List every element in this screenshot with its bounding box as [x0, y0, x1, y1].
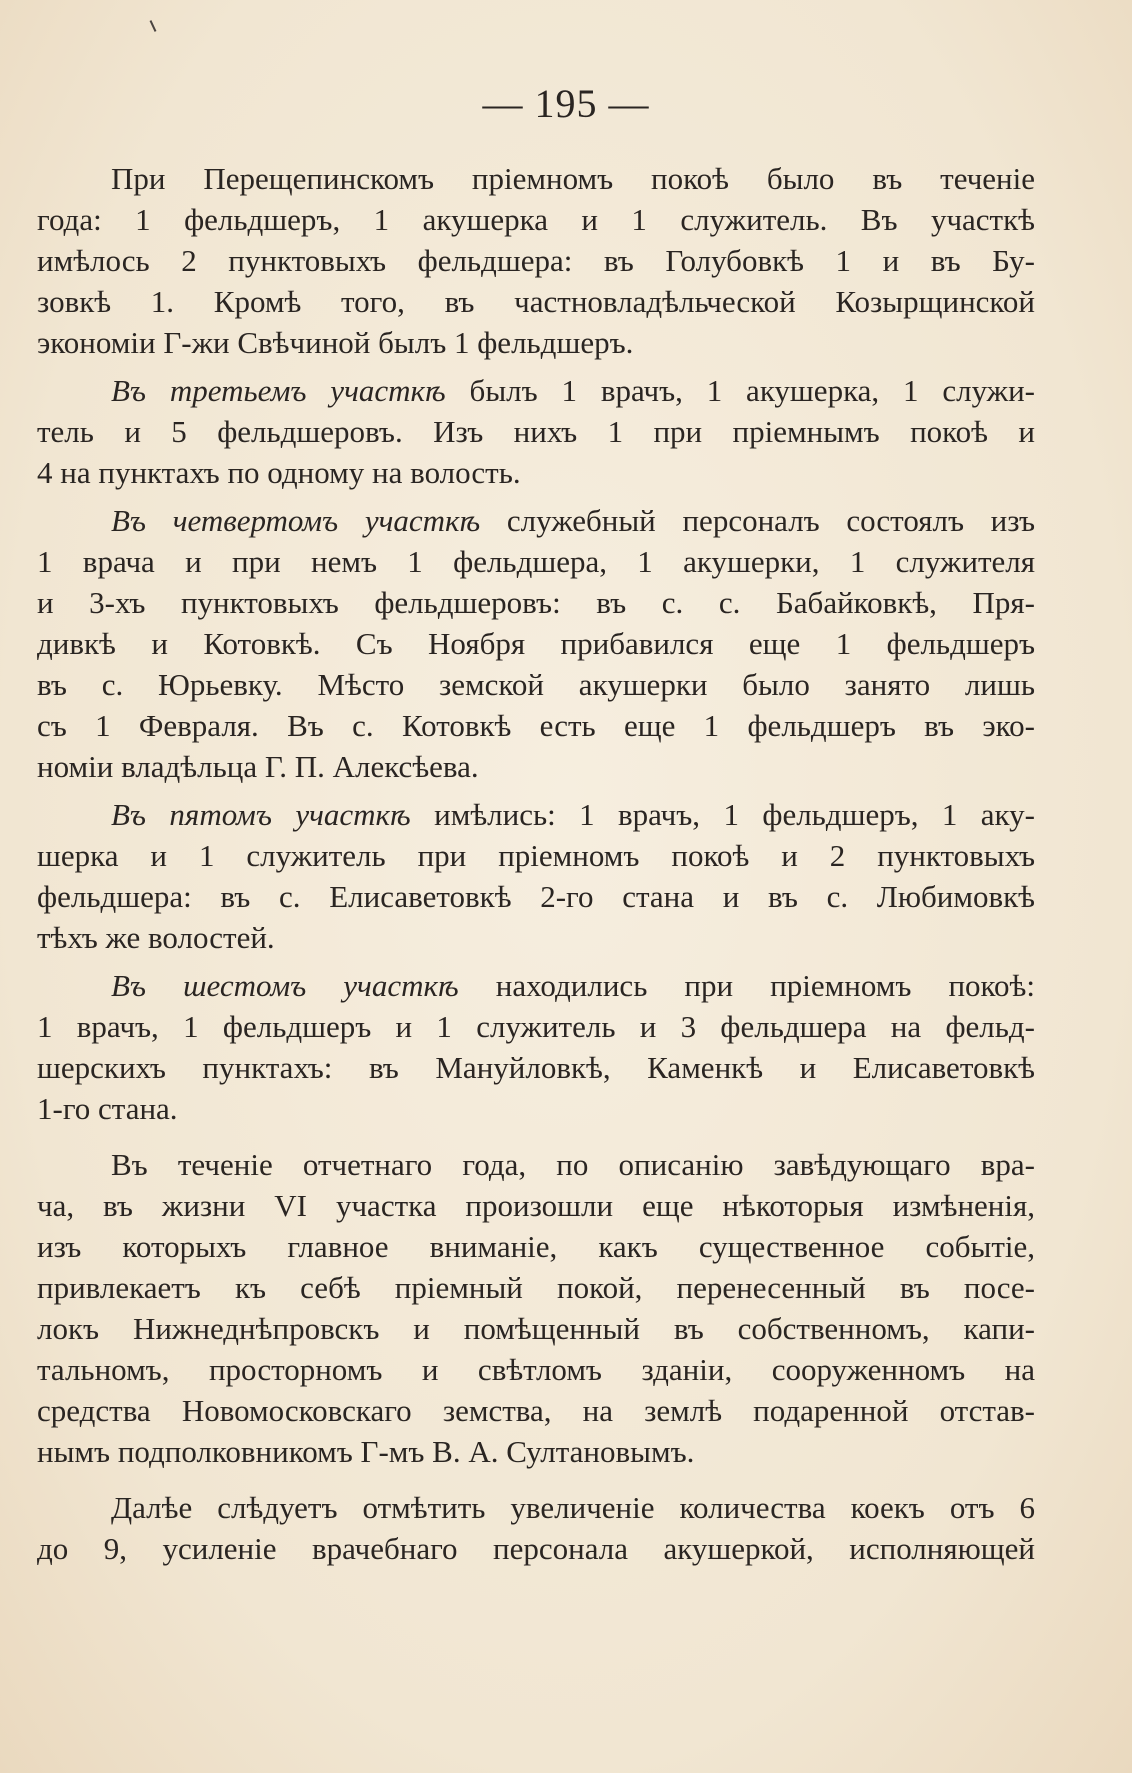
- text-line: Въ шестомъ участкѣ находились при пріемномъ покоѣ:: [111, 968, 1035, 1003]
- text-line: шерскихъ пунктахъ: въ Мануйловкѣ, Каменкѣ и Елисаветовкѣ: [37, 1050, 1035, 1085]
- page-body: [37, 158, 1035, 1569]
- text-line: Въ пятомъ участкѣ имѣлись: 1 врачъ, 1 фельдшеръ, 1 аку-: [111, 797, 1035, 832]
- text-line: и 3-хъ пунктовыхъ фельдшеровъ: въ с. с. Бабайковкѣ, Пря-: [37, 585, 1035, 620]
- text-line: года: 1 фельдшеръ, 1 акушерка и 1 служитель. Въ участкѣ: [37, 202, 1035, 237]
- text-line: 1 врача и при немъ 1 фельдшера, 1 акушерки, 1 служителя: [37, 544, 1035, 579]
- text-line: При Перещепинскомъ пріемномъ покоѣ было въ теченіе: [111, 161, 1035, 196]
- paragraph: [37, 1144, 1035, 1472]
- text-line: экономіи Г-жи Свѣчиной былъ 1 фельдшеръ.: [37, 325, 634, 360]
- text-line: имѣлось 2 пунктовыхъ фельдшера: въ Голубовкѣ 1 и въ Бу-: [37, 243, 1035, 278]
- paragraph: [37, 500, 1035, 787]
- section-lead: Въ четвертомъ участкѣ: [111, 503, 481, 538]
- text-line: съ 1 Февраля. Въ с. Котовкѣ есть еще 1 фельдшеръ въ эко-: [37, 708, 1035, 743]
- text-line: 1 врачъ, 1 фельдшеръ и 1 служитель и 3 фельдшера на фельд-: [37, 1009, 1035, 1044]
- text-line: ча, въ жизни VI участка произошли еще нѣкоторыя измѣненія,: [37, 1188, 1035, 1223]
- text-line: локъ Нижнеднѣпровскъ и помѣщенный въ собственномъ, капи-: [37, 1311, 1035, 1346]
- text-line: въ с. Юрьевку. Мѣсто земской акушерки было занято лишь: [37, 667, 1035, 702]
- text-line: привлекаетъ къ себѣ пріемный покой, перенесенный въ посе-: [37, 1270, 1035, 1305]
- paragraph: [37, 1487, 1035, 1569]
- section-lead: Въ пятомъ участкѣ: [111, 797, 411, 832]
- text-line: средства Новомосковскаго земства, на землѣ подаренной отстав-: [37, 1393, 1035, 1428]
- text-line: Въ третьемъ участкѣ былъ 1 врачъ, 1 акушерка, 1 служи-: [111, 373, 1035, 408]
- text-line: тальномъ, просторномъ и свѣтломъ зданіи, сооруженномъ на: [37, 1352, 1035, 1387]
- text-line: шерка и 1 служитель при пріемномъ покоѣ и 2 пунктовыхъ: [37, 838, 1035, 873]
- page-number: — 195 —: [482, 81, 650, 126]
- paragraph: [37, 965, 1035, 1129]
- text-line: номіи владѣльца Г. П. Алексѣева.: [37, 749, 479, 784]
- text-line: фельдшера: въ с. Елисаветовкѣ 2-го стана и въ с. Любимовкѣ: [37, 879, 1035, 914]
- text-line: Далѣе слѣдуетъ отмѣтить увеличеніе количества коекъ отъ 6: [111, 1490, 1035, 1525]
- scan-mark: [150, 20, 157, 32]
- paragraph: [37, 158, 1035, 363]
- text-line: тель и 5 фельдшеровъ. Изъ нихъ 1 при пріемнымъ покоѣ и: [37, 414, 1035, 449]
- text-line: 4 на пунктахъ по одному на волость.: [37, 455, 521, 490]
- text-line: Въ четвертомъ участкѣ служебный персоналъ состоялъ изъ: [111, 503, 1035, 538]
- text-line: изъ которыхъ главное вниманіе, какъ существенное событіе,: [37, 1229, 1035, 1264]
- paragraph: [37, 370, 1035, 493]
- text-line: тѣхъ же волостей.: [37, 920, 275, 955]
- text-line: Въ теченіе отчетнаго года, по описанію завѣдующаго вра-: [111, 1147, 1035, 1182]
- paragraph: [37, 794, 1035, 958]
- text-line: до 9, усиленіе врачебнаго персонала акушеркой, исполняющей: [37, 1531, 1035, 1566]
- text-line: нымъ подполковникомъ Г-мъ В. А. Султановымъ.: [37, 1434, 695, 1469]
- section-lead: Въ шестомъ участкѣ: [111, 968, 459, 1003]
- text-line: дивкѣ и Котовкѣ. Съ Ноября прибавился еще 1 фельдшеръ: [37, 626, 1035, 661]
- section-lead: Въ третьемъ участкѣ: [111, 373, 446, 408]
- text-line: 1-го стана.: [37, 1091, 178, 1126]
- text-line: зовкѣ 1. Кромѣ того, въ частновладѣльческой Козырщинской: [37, 284, 1035, 319]
